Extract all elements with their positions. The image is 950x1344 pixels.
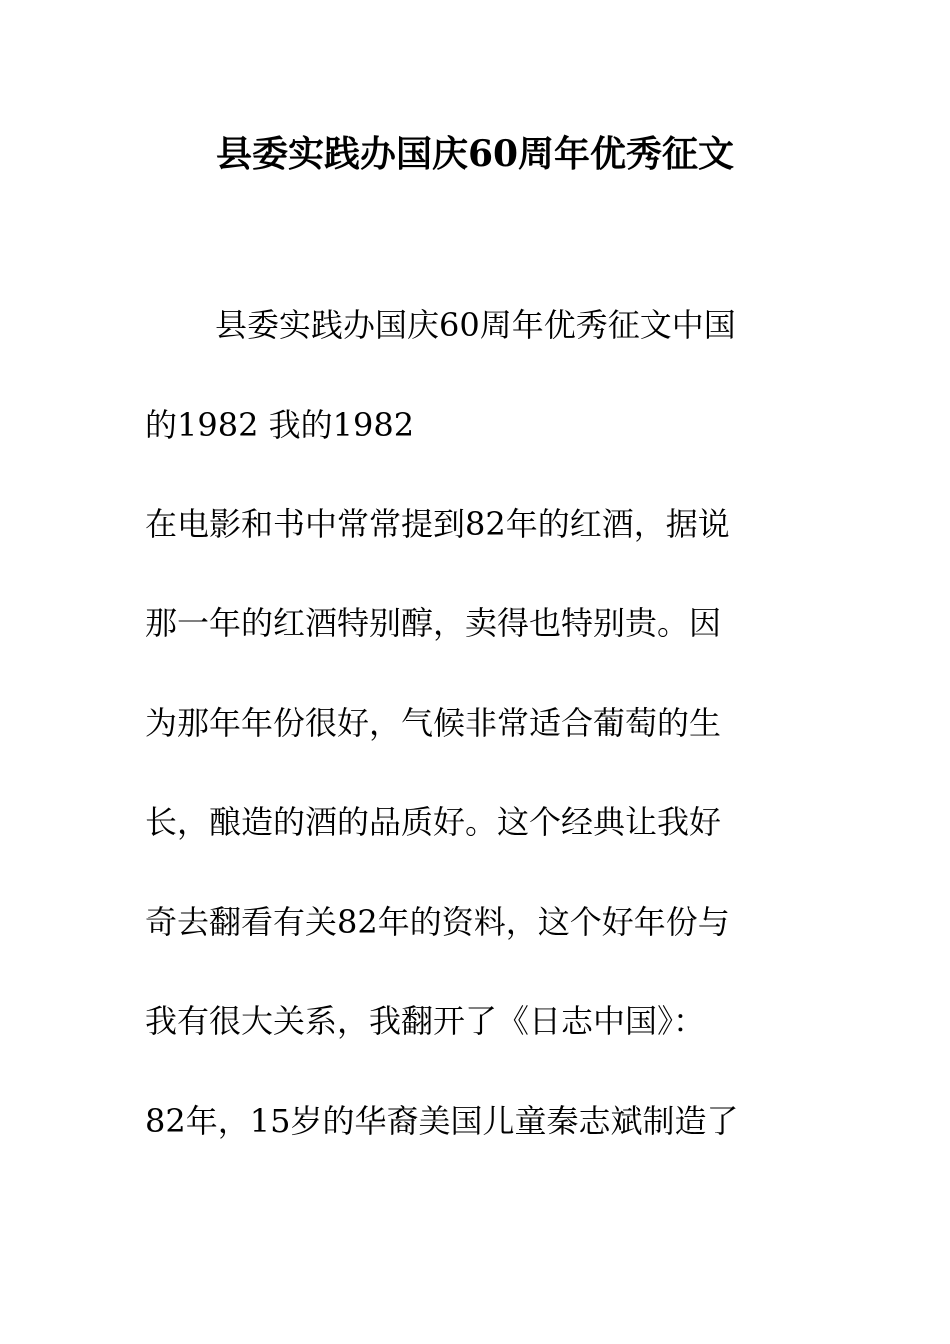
- body-line-2: 的1982 我的1982: [145, 406, 415, 444]
- body-line-3: 在电影和书中常常提到82年的红酒，据说: [145, 505, 730, 543]
- body-line-5: 为那年年份很好，气候非常适合葡萄的生: [145, 704, 722, 742]
- body-line-8: 我有很大关系，我翻开了《日志中国》：: [145, 1002, 706, 1040]
- body-line-1: 县委实践办国庆60周年优秀征文中国: [215, 306, 736, 344]
- body-line-6: 长，酿造的酒的品质好。这个经典让我好: [145, 803, 722, 841]
- body-line-4: 那一年的红酒特别醇，卖得也特别贵。因: [145, 604, 722, 642]
- body-line-9: 82年，15岁的华裔美国儿童秦志斌制造了: [145, 1102, 739, 1140]
- document-title: 县委实践办国庆60周年优秀征文: [215, 133, 735, 175]
- body-line-7: 奇去翻看有关82年的资料，这个好年份与: [145, 903, 730, 941]
